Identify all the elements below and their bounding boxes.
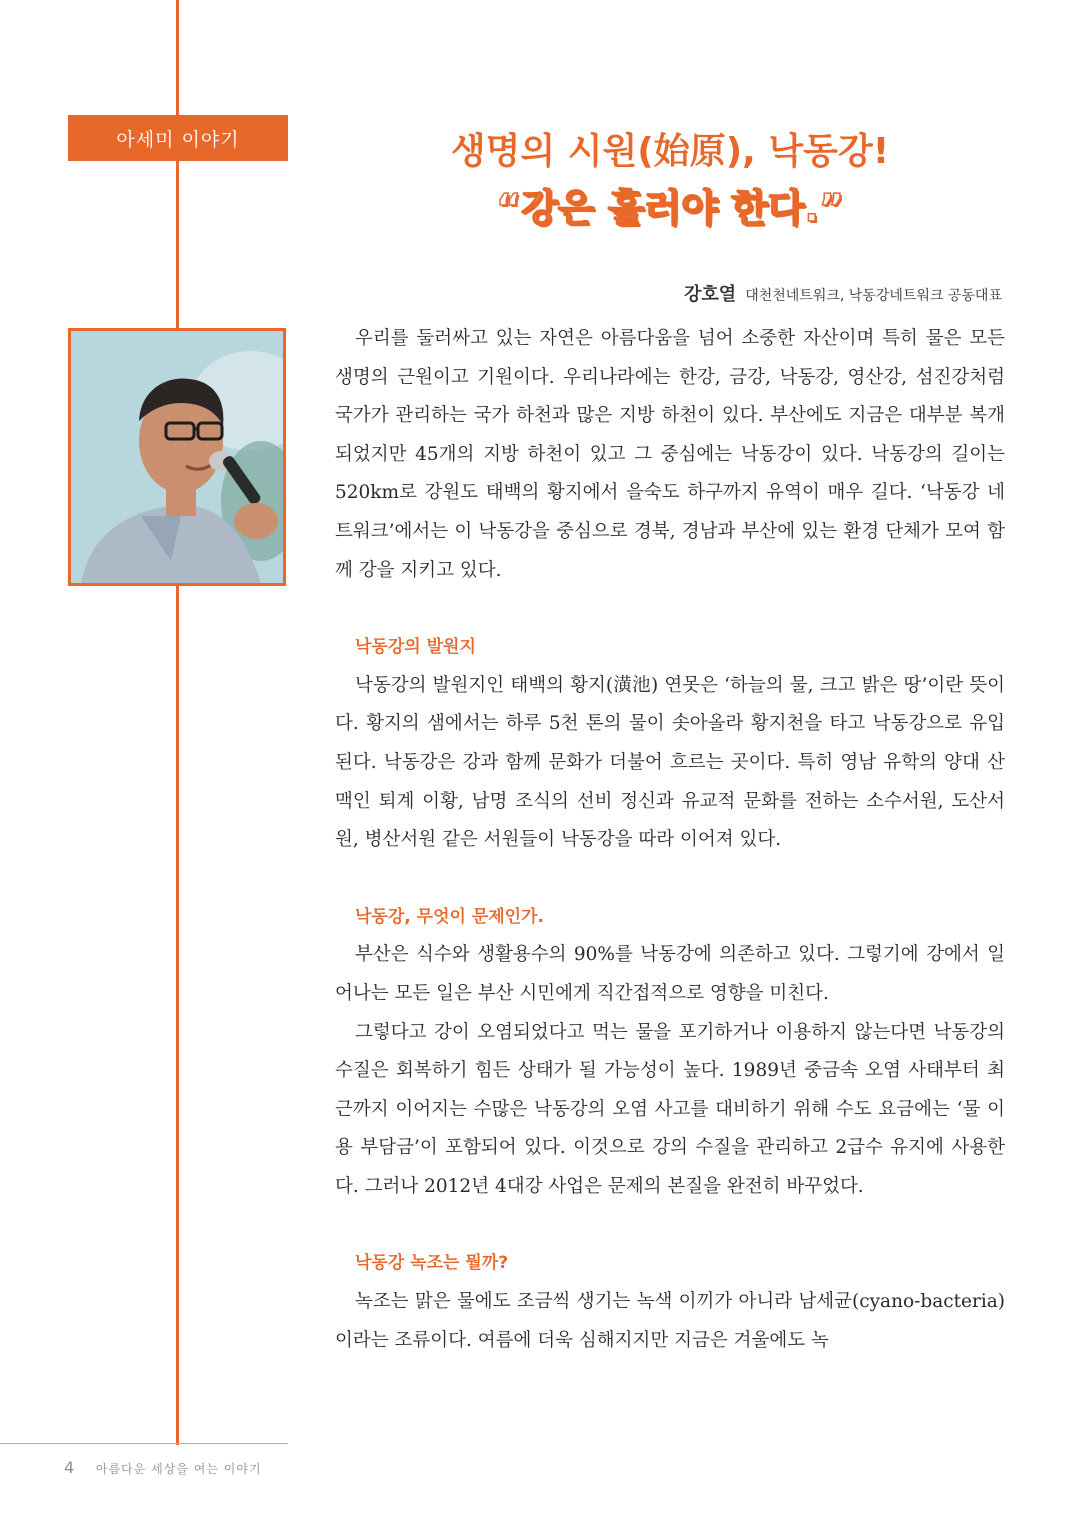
section-paragraph: 녹조는 맑은 물에도 조금씩 생기는 녹색 이끼가 아니라 남세균(cyano-bacteria)이라는 조류이다. 여름에 더욱 심해지지만 지금은 겨울에도 녹: [335, 1291, 1005, 1351]
footer-divider: [0, 1443, 288, 1444]
spacer: [335, 860, 1005, 898]
vertical-accent-line: [176, 0, 179, 1445]
title-line-1: 생명의 시원(始原), 낙동강!: [450, 131, 890, 172]
publication-name: 아름다운 세상을 여는 이야기: [96, 1462, 262, 1476]
author-role: 대천천네트워크, 낙동강네트워크 공동대표: [745, 288, 1002, 304]
intro-paragraph: 우리를 둘러싸고 있는 자연은 아름다움을 넘어 소중한 자산이며 특히 물은 모든 생명의 근원이고 기원이다. 우리나라에는 한강, 금강, 낙동강, 영산강, 섬진강처럼 국가가 관리하는 국가 하천과 많은 지방 하천이 있다. 부산에도 지금은 대부분 복개되었지만 45개의 지방 하천이 있고 그 중심에는 낙동강이 있다. 낙동강의 길이는 520km로 강원도 태백의 황지에서 을숙도 하구까지 유역이 매우 길다. ‘낙동강 네트워크’에서는 이 낙동강을 중심으로 경북, 경남과 부산에 있는 환경 단체가 모여 함께 강을 지키고 있다.: [335, 328, 1005, 581]
section-heading-algae: 낙동강 녹조는 뭘까?: [355, 1253, 509, 1274]
article-body: [335, 320, 1005, 1360]
spacer: [335, 1206, 1005, 1244]
section-heading-problem: 낙동강, 무엇이 문제인가.: [355, 906, 544, 927]
author-name: 강호열: [683, 284, 737, 305]
speaker-illustration: [71, 331, 283, 583]
section-paragraph: 그렇다고 강이 오염되었다고 먹는 물을 포기하거나 이용하지 않는다면 낙동강의 수질은 회복하기 힘든 상태가 될 가능성이 높다. 1989년 중금속 오염 사태부터 최근까지 이어지는 수많은 낙동강의 오염 사고를 대비하기 위해 수도 요금에는 ‘물 이용 부담금’이 포함되어 있다. 이것으로 강의 수질을 관리하고 2급수 유지에 사용한다. 그러나 2012년 4대강 사업은 문제의 본질을 완전히 바꾸었다.: [335, 1021, 1005, 1197]
spacer: [335, 590, 1005, 628]
title-line-2: “강은 흘러야 한다.”: [496, 186, 844, 230]
section-paragraph: 부산은 식수와 생활용수의 90%를 낙동강에 의존하고 있다. 그렇기에 강에서 일어나는 모든 일은 부산 시민에게 직간접적으로 영향을 미친다.: [335, 944, 1005, 1004]
byline: [684, 280, 1002, 306]
article-title: [330, 128, 1010, 236]
author-photo: [68, 328, 286, 586]
section-tag: 아세미 이야기: [68, 115, 288, 161]
page-number: 4: [64, 1458, 75, 1477]
section-heading-source: 낙동강의 발원지: [355, 637, 476, 658]
section-paragraph: 낙동강의 발원지인 태백의 황지(潢池) 연못은 ‘하늘의 물, 크고 밝은 땅’이란 뜻이다. 황지의 샘에서는 하루 5천 톤의 물이 솟아올라 황지천을 타고 낙동강으로 유입된다. 낙동강은 강과 함께 문화가 더불어 흐르는 곳이다. 특히 영남 유학의 양대 산맥인 퇴계 이황, 남명 조식의 선비 정신과 유교적 문화를 전하는 소수서원, 도산서원, 병산서원 같은 서원들이 낙동강을 따라 이어져 있다.: [335, 674, 1005, 851]
